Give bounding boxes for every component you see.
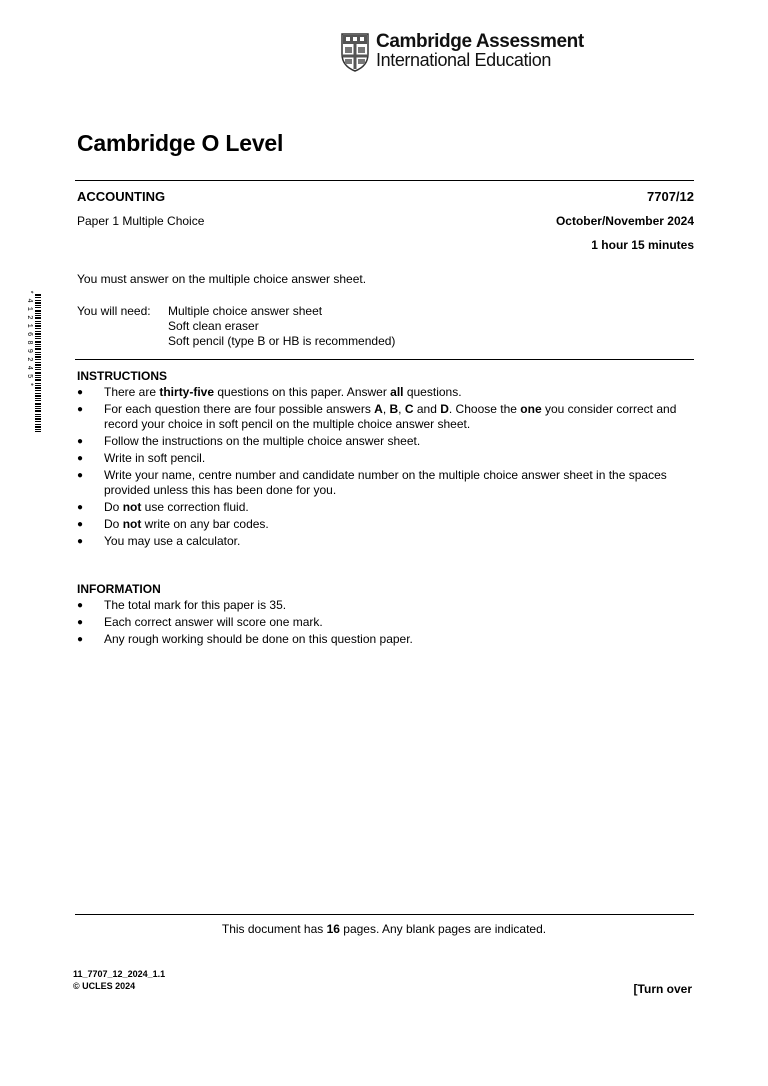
list-item-text — [104, 632, 697, 647]
text-run: questions on this paper. Answer — [214, 385, 391, 399]
text-run: , — [382, 402, 390, 416]
barcode-bar — [35, 317, 41, 319]
divider-footer — [75, 914, 694, 915]
text-run: and — [413, 402, 441, 416]
list-item-text — [104, 385, 697, 400]
list-item — [77, 598, 697, 613]
bullet-icon: ● — [77, 600, 84, 611]
turn-over: [Turn over — [633, 982, 692, 996]
text-run: one — [520, 402, 542, 416]
list-item — [77, 615, 697, 630]
barcode-bar — [35, 321, 41, 322]
list-item-text — [104, 500, 697, 515]
bullet-icon: ● — [77, 502, 84, 513]
list-item — [77, 517, 697, 532]
barcode-bar — [35, 362, 41, 363]
text-run: Do — [104, 500, 123, 514]
answer-sheet-note: You must answer on the multiple choice answer sheet. — [77, 272, 367, 286]
barcode-bar — [35, 302, 41, 304]
text-run: Follow the instructions on the multiple choice answer sheet. — [104, 434, 421, 448]
barcode-bar — [35, 333, 41, 335]
document-id-block — [73, 968, 165, 992]
barcode-bar — [35, 323, 41, 324]
list-item-text — [104, 517, 697, 532]
barcode-bar — [35, 369, 41, 370]
barcode-bar — [35, 348, 41, 350]
text-run: D — [440, 402, 449, 416]
barcode-bar — [35, 390, 41, 391]
barcode-bar — [35, 346, 41, 347]
bullet-icon: ● — [77, 634, 84, 645]
syllabus-code: 7707/12 — [647, 189, 694, 204]
text-run: use correction fluid. — [141, 500, 249, 514]
text-run: you consider correct and record your choice in soft pencil on the multiple choice answer sheet. — [104, 402, 677, 431]
bullet-icon: ● — [77, 617, 84, 628]
information-heading: INFORMATION — [77, 582, 161, 596]
document-id: 11_7707_12_2024_1.1 — [73, 969, 166, 979]
text-run: Each correct answer will score one mark. — [104, 615, 323, 629]
barcode-bar — [35, 426, 41, 428]
barcode-bar — [35, 385, 41, 386]
list-item-text — [104, 451, 697, 466]
barcode-bar — [35, 356, 41, 358]
text-run: C — [404, 402, 414, 416]
barcode-bar — [35, 367, 41, 368]
bullet-icon: ● — [77, 436, 84, 447]
barcode-bar — [35, 305, 41, 306]
barcode-bar — [35, 338, 41, 339]
barcode-bar — [35, 341, 41, 343]
text-run: A — [374, 402, 383, 416]
need-item: Soft clean eraser — [168, 319, 259, 333]
need-item: Multiple choice answer sheet — [168, 304, 323, 318]
text-run: thirty-five — [159, 385, 215, 399]
barcode-bar — [35, 414, 41, 415]
barcode-bar — [35, 379, 41, 381]
barcode-bar — [35, 300, 41, 301]
barcode-bar — [35, 331, 41, 332]
text-run: Any rough working should be done on this question paper. — [104, 632, 413, 646]
barcode-bar — [35, 372, 41, 374]
barcode-bar — [35, 416, 41, 417]
barcode-bar — [35, 375, 41, 376]
barcode-bar — [35, 418, 41, 420]
page-count-note — [0, 922, 768, 936]
bullet-icon: ● — [77, 536, 84, 547]
logo-line1: Cambridge Assessment — [376, 31, 584, 52]
list-item — [77, 534, 697, 549]
cambridge-logo — [340, 32, 584, 72]
list-item-text — [104, 402, 697, 432]
barcode-bar — [35, 313, 41, 314]
barcode-bar — [35, 364, 41, 366]
barcode-bar — [35, 410, 41, 412]
barcode-bar — [35, 359, 41, 360]
copyright: © UCLES 2024 — [73, 981, 136, 991]
qualification-title: Cambridge O Level — [77, 130, 284, 156]
barcode-bar — [35, 424, 41, 425]
barcode-bar — [35, 377, 41, 378]
list-item-text — [104, 468, 697, 498]
text-run: You may use a calculator. — [104, 534, 241, 548]
bullet-icon: ● — [77, 470, 84, 481]
barcode-bar — [35, 393, 41, 394]
barcode-bar — [35, 406, 41, 407]
barcode-bar — [35, 328, 41, 329]
barcode-bar — [35, 310, 41, 312]
text-run: The total mark for this paper is 35. — [104, 598, 287, 612]
text-run: Write your name, centre number and candidate number on the multiple choice answer sheet in the spaces provided unless this has been done for you. — [104, 468, 667, 497]
barcode-bar — [35, 395, 41, 397]
bullet-icon: ● — [77, 519, 84, 530]
exam-duration: 1 hour 15 minutes — [591, 238, 694, 252]
divider-top — [75, 180, 694, 181]
bullet-icon: ● — [77, 453, 84, 464]
paper-title: Paper 1 Multiple Choice — [77, 214, 205, 228]
text-run: all — [390, 385, 404, 399]
barcode-bar — [35, 408, 41, 409]
list-item — [77, 385, 697, 400]
list-item-text — [104, 615, 697, 630]
barcode-bar — [35, 387, 41, 389]
barcode-bar — [35, 325, 41, 327]
text-run: Do — [104, 517, 123, 531]
logo-line2: International Education — [376, 50, 551, 70]
barcode-bar — [35, 336, 41, 337]
divider-instructions — [75, 359, 694, 360]
instructions-list — [77, 385, 697, 551]
text-run: . Choose the — [448, 402, 521, 416]
list-item — [77, 468, 697, 498]
page-count-number: 16 — [326, 922, 340, 936]
list-item-text — [104, 534, 697, 549]
crest-icon — [340, 32, 370, 72]
barcode-bar — [35, 403, 41, 405]
barcode-bar — [35, 431, 41, 432]
text-run: For each question there are four possible answers — [104, 402, 375, 416]
list-item-text — [104, 434, 697, 449]
text-run: not — [122, 517, 142, 531]
text-run: B — [389, 402, 399, 416]
bullet-icon: ● — [77, 404, 84, 415]
barcode-bar — [35, 398, 41, 399]
list-item-text — [104, 598, 697, 613]
text-run: write on any bar codes. — [141, 517, 269, 531]
text-run: questions. — [403, 385, 462, 399]
list-item — [77, 451, 697, 466]
bullet-icon: ● — [77, 387, 84, 398]
instructions-heading: INSTRUCTIONS — [77, 369, 167, 383]
information-list — [77, 598, 697, 649]
text-run: not — [122, 500, 142, 514]
text-run: Write in soft pencil. — [104, 451, 206, 465]
subject-name: ACCOUNTING — [77, 189, 166, 204]
text-run: , — [398, 402, 405, 416]
candidate-barcode — [27, 290, 41, 435]
barcode-bar — [35, 352, 41, 353]
barcode-bar — [35, 315, 41, 316]
exam-session: October/November 2024 — [555, 214, 694, 228]
list-item — [77, 402, 697, 432]
list-item — [77, 434, 697, 449]
list-item — [77, 500, 697, 515]
need-list — [168, 304, 395, 349]
barcode-bar — [35, 429, 41, 430]
barcode-bar — [35, 307, 41, 308]
text-run: There are — [104, 385, 160, 399]
barcode-bar — [35, 297, 41, 298]
need-label: You will need: — [77, 304, 151, 318]
barcode-bar — [35, 400, 41, 401]
need-item: Soft pencil (type B or HB is recommended) — [168, 334, 396, 348]
barcode-bar — [35, 344, 41, 345]
barcode-bar — [35, 421, 41, 422]
page-count-post: pages. Any blank pages are indicated. — [339, 922, 547, 936]
list-item — [77, 632, 697, 647]
barcode-bar — [35, 383, 41, 384]
barcode-bar — [35, 294, 41, 296]
barcode-text: * 4 1 2 1 6 8 9 2 4 5 * — [25, 290, 33, 387]
page-count-pre: This document has — [221, 922, 327, 936]
barcode-bar — [35, 354, 41, 355]
